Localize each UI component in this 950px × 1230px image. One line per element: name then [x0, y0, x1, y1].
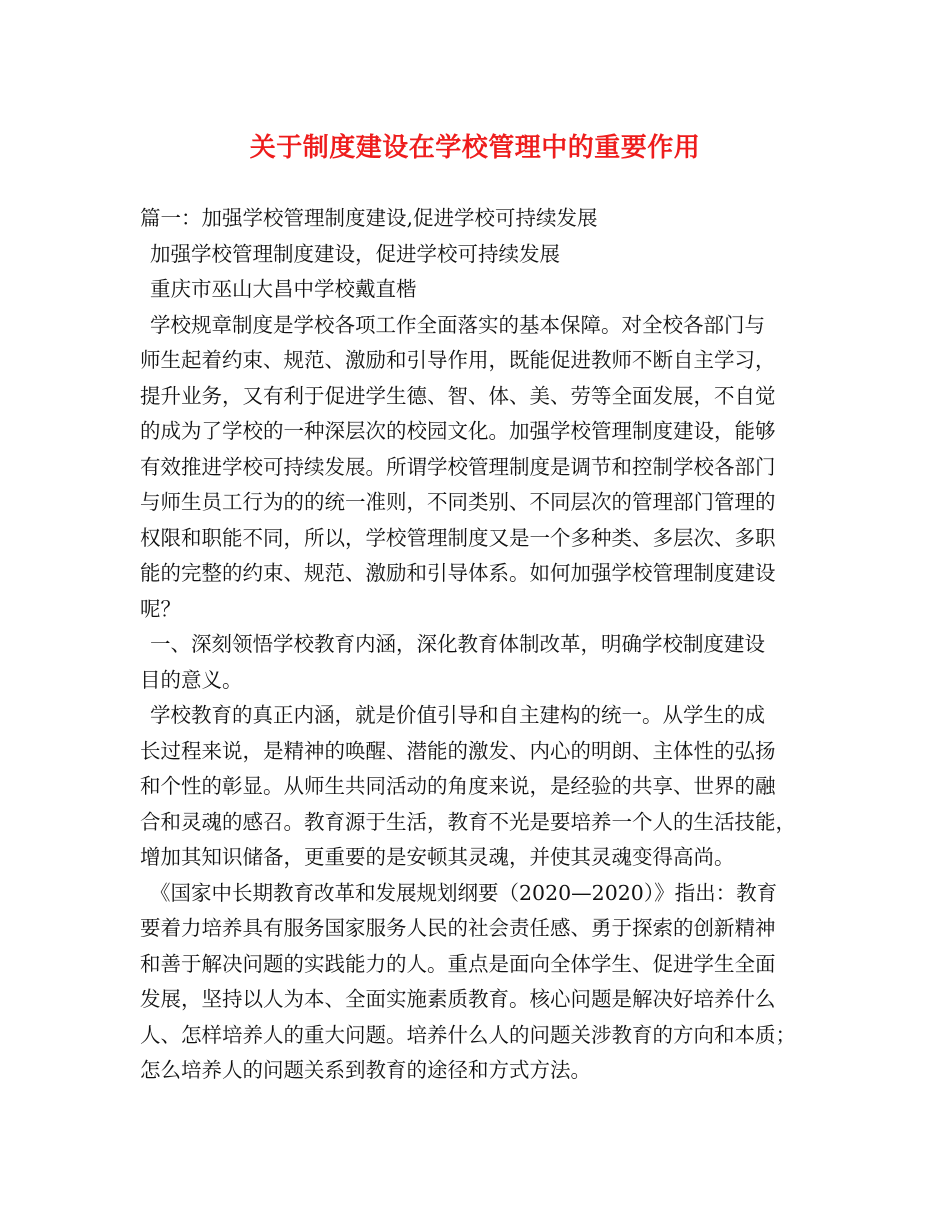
text-line: 提升业务，又有利于促进学生德、智、体、美、劳等全面发展，不自觉	[140, 383, 776, 408]
text-line: 《国家中长期教育改革和发展规划纲要（2020—2020）》指出：教育	[150, 880, 778, 905]
text-line: 一、深刻领悟学校教育内涵，深化教育体制改革，明确学校制度建设	[150, 632, 765, 656]
text-line: 长过程来说，是精神的唤醒、潜能的激发、内心的明朗、主体性的弘扬	[140, 738, 776, 763]
text-line: 呢？	[140, 596, 181, 621]
text-line: 篇一：加强学校管理制度建设,促进学校可持续发展	[140, 206, 598, 230]
text-line: 和个性的彰显。从师生共同活动的角度来说，是经验的共享、世界的融	[140, 774, 776, 798]
text-line: 师生起着约束、规范、激励和引导作用，既能促进教师不断自主学习，	[140, 348, 776, 372]
text-line: 怎么培养人的问题关系到教育的途径和方式方法。	[140, 1058, 591, 1082]
text-line: 要着力培养具有服务国家服务人民的社会责任感、勇于探索的创新精神	[140, 916, 776, 940]
text-line: 加强学校管理制度建设，促进学校可持续发展	[150, 241, 560, 266]
text-line: 的成为了学校的一种深层次的校园文化。加强学校管理制度建设，能够	[140, 419, 776, 443]
text-line: 有效推进学校可持续发展。所谓学校管理制度是调节和控制学校各部门	[140, 454, 776, 479]
text-line: 合和灵魂的感召。教育源于生活，教育不光是要培养一个人的生活技能，	[140, 809, 796, 834]
text-line: 权限和职能不同，所以，学校管理制度又是一个多种类、多层次、多职	[140, 525, 776, 550]
text-line: 和善于解决问题的实践能力的人。重点是面向全体学生、促进学生全面	[140, 951, 776, 976]
document-title: 关于制度建设在学校管理中的重要作用	[249, 133, 701, 163]
text-line: 发展，坚持以人为本、全面实施素质教育。核心问题是解决好培养什么	[140, 987, 776, 1011]
text-line: 学校教育的真正内涵，就是价值引导和自主建构的统一。从学生的成	[150, 703, 765, 727]
text-line: 重庆市巫山大昌中学校戴直楷	[150, 277, 417, 301]
text-line: 学校规章制度是学校各项工作全面落实的基本保障。对全校各部门与	[150, 312, 765, 337]
text-line: 人、怎样培养人的重大问题。培养什么人的问题关涉教育的方向和本质；	[140, 1022, 796, 1047]
text-line: 与师生员工行为的的统一准则，不同类别、不同层次的管理部门管理的	[140, 490, 776, 514]
document-body	[140, 201, 815, 1089]
text-line: 能的完整的约束、规范、激励和引导体系。如何加强学校管理制度建设	[140, 561, 776, 585]
text-line: 目的意义。	[140, 667, 243, 692]
text-line: 增加其知识储备，更重要的是安顿其灵魂，并使其灵魂变得高尚。	[140, 845, 735, 869]
